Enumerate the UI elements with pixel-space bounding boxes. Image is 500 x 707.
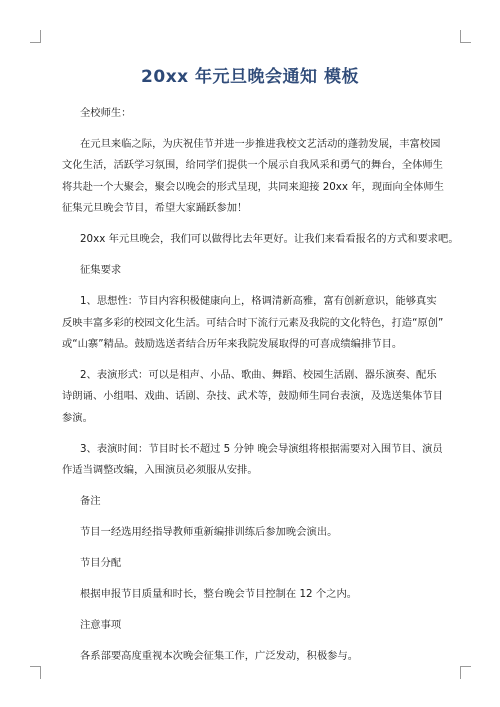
text-line: 征集元旦晚会节目，希望大家踊跃参加！ — [62, 202, 248, 215]
text-line: 征集要求 — [80, 264, 122, 277]
document-body — [62, 103, 459, 677]
text-line: 根据申报节目质量和时长，整台晚会节目控制在 12 个之内。 — [80, 587, 358, 600]
text-line: 2、表演形式：可以是相声、小品、歌曲、舞蹈、校园生活剧、器乐演奏、配乐 — [80, 368, 437, 381]
paragraph — [62, 134, 446, 220]
document-title: 20xx 年元旦晚会通知 模板 — [141, 67, 359, 87]
text-line: 文化生活，活跃学习氛围，给同学们提供一个展示自我风采和勇气的舞台，全体师生 — [62, 159, 443, 172]
text-line: 节目分配 — [80, 557, 122, 570]
page-corner-mark — [460, 30, 471, 43]
paragraph — [62, 439, 446, 482]
text-line: 备注 — [80, 495, 101, 508]
paragraph — [62, 229, 459, 251]
text-line: 反映丰富多彩的校园文化生活。可结合时下流行元素及我院的文化特色，打造“原创” — [62, 316, 444, 329]
text-line: 节目一经选用经指导教师重新编排训练后参加晚会演出。 — [80, 526, 338, 539]
paragraph — [62, 584, 446, 606]
section-heading — [62, 103, 446, 125]
text-line: 全校师生： — [80, 107, 132, 119]
page-corner-mark — [30, 666, 41, 679]
page-corner-mark — [460, 666, 471, 679]
text-line: 3、表演时间：节目时长不超过 5 分钟 晚会导演组将根据需要对入围节目、演员 — [80, 442, 443, 455]
text-line: 诗朗诵、小组唱、戏曲、话剧、杂技、武术等，鼓励师生同台表演，及选送集体节目 — [62, 390, 443, 403]
text-line: 参演。 — [62, 411, 93, 424]
page-corner-mark — [30, 30, 41, 43]
paragraph — [62, 522, 446, 544]
text-line: 作适当调整改编，入围演员必须服从安排。 — [62, 464, 258, 477]
section-heading — [62, 491, 446, 513]
paragraph — [62, 291, 446, 356]
text-line: 各系部要高度重视本次晚会征集工作，广泛发动，积极参与。 — [80, 649, 359, 662]
section-heading — [62, 260, 446, 282]
paragraph — [62, 365, 446, 430]
text-line: 在元旦来临之际，为庆祝佳节并进一步推进我校文艺活动的蓬勃发展，丰富校园 — [80, 137, 441, 150]
section-heading — [62, 553, 446, 575]
text-line: 20xx 年元旦晚会，我们可以做得比去年更好。让我们来看看报名的方式和要求吧。 — [80, 233, 459, 246]
text-line: 注意事项 — [80, 618, 122, 631]
section-heading — [62, 615, 446, 637]
text-line: 或“山寨”精品。鼓励选送者结合历年来我院发展取得的可喜成绩编排节目。 — [62, 338, 403, 351]
paragraph — [62, 646, 446, 668]
text-line: 1、思想性：节目内容积极健康向上，格调清新高雅，富有创新意识，能够真实 — [80, 295, 437, 308]
text-line: 将共赴一个大聚会，聚会以晚会的形式呈现，共同来迎接 20xx 年，现面向全体师生 — [62, 180, 444, 193]
